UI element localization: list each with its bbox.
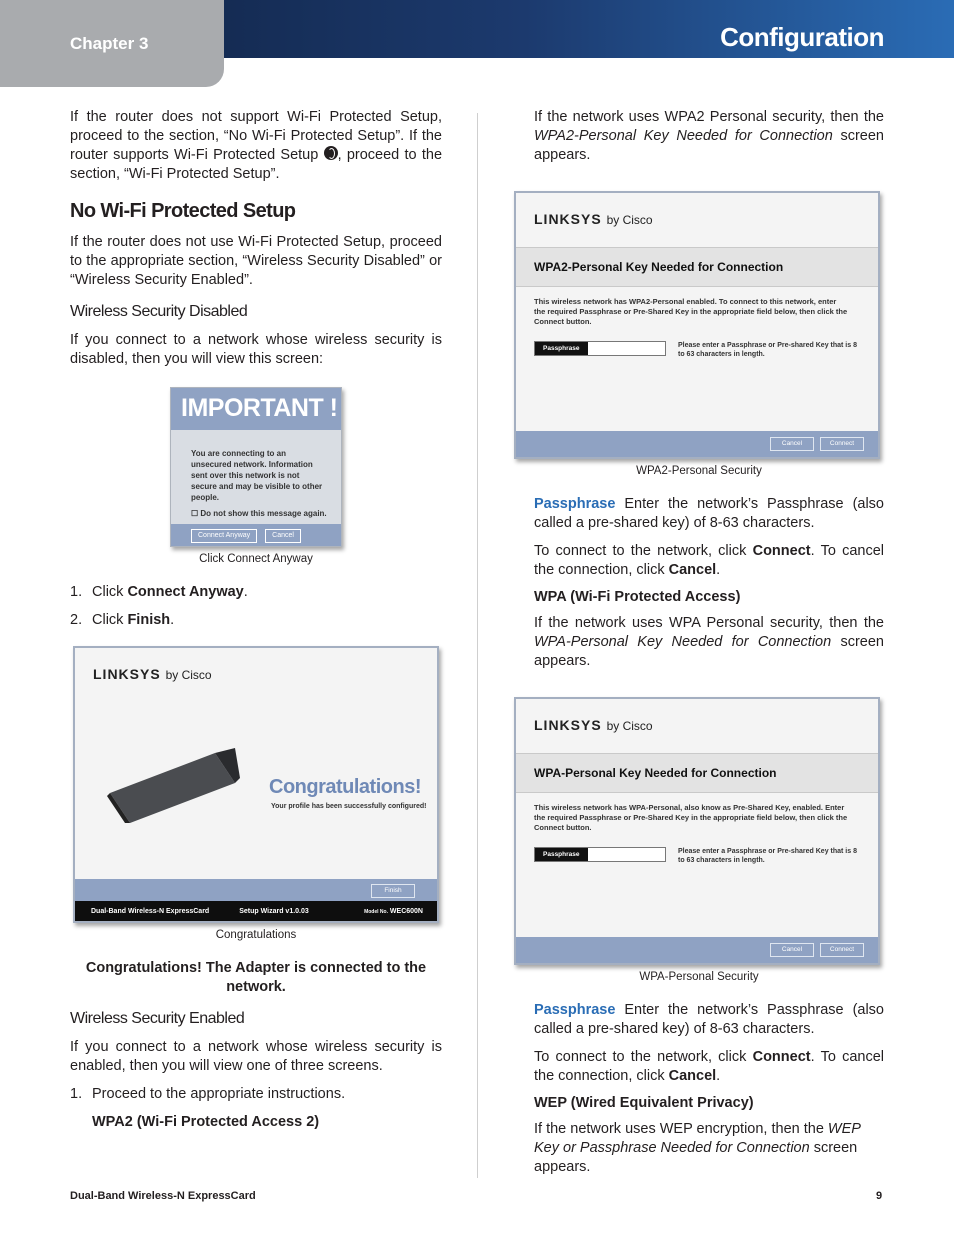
wpa-paragraph: If the network uses WPA Personal security, then the WPA-Personal Key Needed for Connection screen appears. xyxy=(534,615,884,669)
congrats-button-bar xyxy=(75,879,437,901)
step-2: 2. Click Finish. xyxy=(70,612,175,628)
wpa-connect-button[interactable]: Connect xyxy=(820,943,864,957)
wpa-instructions: This wireless network has WPA-Personal, also know as Pre-Shared Key, enabled. Enter the required Passphrase or Pre-Shared Key in the appropriate field below, then click the Connect button. xyxy=(534,803,848,832)
wpa2-paragraph: If the network uses WPA2 Personal security, then the WPA2-Personal Key Needed for Connection screen appears. xyxy=(534,109,884,163)
linksys-logo: LINKSYS by Cisco xyxy=(534,717,653,733)
important-screenshot xyxy=(170,387,342,547)
wpa2-passphrase-row xyxy=(516,327,878,359)
heading-security-disabled: Wireless Security Disabled xyxy=(70,303,248,320)
wpa2-passphrase-input[interactable]: Passphrase xyxy=(534,341,666,356)
congrats-title: Congratulations! xyxy=(269,776,421,798)
wpa2-instructions: This wireless network has WPA2-Personal enabled. To connect to this network, enter the required Passphrase or Pre-Shared Key in the appropriate field below, then click the Connect button. xyxy=(534,297,848,326)
chapter-label: Chapter 3 xyxy=(70,34,149,53)
expresscard-image xyxy=(105,748,240,823)
important-text: You are connecting to an unsecured network. Information sent over this network is not secure and may be visible to other people. xyxy=(191,449,323,502)
important-buttons xyxy=(171,524,341,546)
wep-heading: WEP (Wired Equivalent Privacy) xyxy=(534,1095,754,1111)
cancel-button[interactable]: Cancel xyxy=(265,529,301,543)
wpa-passphrase-input[interactable]: Passphrase xyxy=(534,847,666,862)
wpa2-band-title: WPA2-Personal Key Needed for Connection xyxy=(516,247,878,287)
wpa2-passphrase-hint: Please enter a Passphrase or Pre-shared Key that is 8 to 63 characters in length. xyxy=(678,342,857,358)
wpa-passphrase-hint: Please enter a Passphrase or Pre-shared Key that is 8 to 63 characters in length. xyxy=(678,848,857,864)
step-enabled-1: 1. Proceed to the appropriate instructions. xyxy=(70,1086,346,1102)
caption-congrats: Congratulations xyxy=(215,929,297,941)
congrats-footer: Dual-Band Wireless-N ExpressCard Setup Wizard v1.0.03 Model No. WEC600N xyxy=(75,901,437,921)
finish-button[interactable]: Finish xyxy=(371,884,415,898)
wps-icon xyxy=(324,146,338,160)
security-disabled-paragraph: If you connect to a network whose wireless security is disabled, then you will view this screen: xyxy=(70,332,442,367)
wpa2-connect-desc: To connect to the network, click Connect. To cancel the connection, click Cancel. xyxy=(534,543,885,578)
wpa-button-bar xyxy=(516,937,878,963)
heading-security-enabled: Wireless Security Enabled xyxy=(70,1010,245,1027)
linksys-logo: LINKSYS by Cisco xyxy=(534,211,653,227)
page-number: 9 xyxy=(876,1190,883,1202)
wpa2-heading: WPA2 (Wi-Fi Protected Access 2) xyxy=(92,1114,320,1130)
wpa-heading: WPA (Wi-Fi Protected Access) xyxy=(534,589,741,605)
caption-important: Click Connect Anyway xyxy=(199,553,313,565)
wpa2-connect-button[interactable]: Connect xyxy=(820,437,864,451)
no-wps-paragraph: If the router does not use Wi-Fi Protected Setup, proceed to the appropriate section, “Wireless Security Disabled” or “Wireless Security Enabled”. xyxy=(70,234,442,288)
intro-paragraph: If the router does not support Wi-Fi Protected Setup, proceed to the section, “No Wi-Fi Protected Setup”. If the router supports Wi-Fi Protected Setup , proceed to the section, “Wi-Fi Protected Setup”. xyxy=(70,109,443,182)
wpa2-button-bar xyxy=(516,431,878,457)
caption-wpa2: WPA2-Personal Security xyxy=(636,465,762,477)
column-divider xyxy=(477,113,478,1178)
caption-wpa: WPA-Personal Security xyxy=(639,971,759,983)
security-enabled-paragraph: If you connect to a network whose wireless security is enabled, then you will view one of three screens. xyxy=(70,1039,442,1074)
linksys-logo: LINKSYS by Cisco xyxy=(93,666,212,682)
wpa-band-title: WPA-Personal Key Needed for Connection xyxy=(516,753,878,793)
wpa2-screenshot xyxy=(514,191,880,459)
wpa-connect-desc: To connect to the network, click Connect. To cancel the connection, click Cancel. xyxy=(534,1049,885,1084)
wpa-cancel-button[interactable]: Cancel xyxy=(770,943,814,957)
left-column xyxy=(70,108,442,1141)
wpa2-passphrase-desc: Passphrase Enter the network’s Passphrase (also called a pre-shared key) of 8-63 characters. xyxy=(534,496,884,531)
wpa2-cancel-button[interactable]: Cancel xyxy=(770,437,814,451)
right-column xyxy=(534,108,884,1186)
important-title: IMPORTANT ! xyxy=(171,388,341,430)
heading-no-wps: No Wi-Fi Protected Setup xyxy=(70,200,296,222)
step-1: 1. Click Connect Anyway. xyxy=(70,584,248,600)
connect-anyway-button[interactable]: Connect Anyway xyxy=(191,529,257,543)
congrats-screenshot xyxy=(73,646,439,923)
footer-product: Dual-Band Wireless-N ExpressCard xyxy=(70,1190,256,1202)
page-title: Configuration xyxy=(720,22,884,52)
wep-paragraph: If the network uses WEP encryption, then the WEP Key or Passphrase Needed for Connection screen appears. xyxy=(534,1121,861,1175)
important-checkbox: ☐ Do not show this message again. xyxy=(191,509,327,518)
wpa-passphrase-desc: Passphrase Enter the network’s Passphrase (also called a pre-shared key) of 8-63 characters. xyxy=(534,1002,884,1037)
wpa-passphrase-row xyxy=(516,833,878,865)
wpa-screenshot xyxy=(514,697,880,965)
congrats-subtitle: Your profile has been successfully configured! xyxy=(271,803,427,810)
congrats-message: Congratulations! The Adapter is connected to the network. xyxy=(85,960,427,995)
